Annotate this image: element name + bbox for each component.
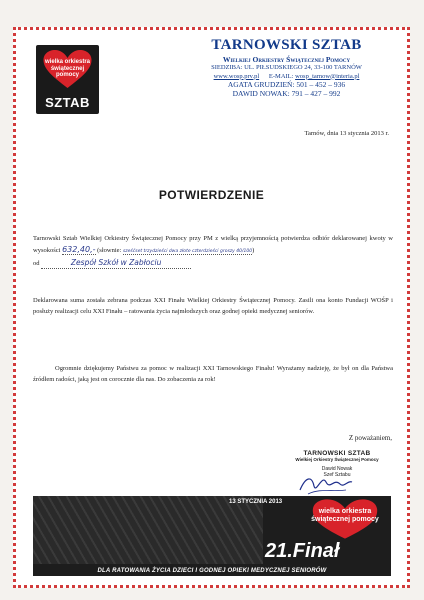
- regards-text: Z poważaniem,: [348, 434, 392, 442]
- amount-in-words: sześćset trzydzieści dwa złote czterdzieści groszy 40/100: [122, 249, 253, 254]
- final-banner: [33, 496, 391, 576]
- org-subtitle: Wielkiej Orkiestry Świątecznej Pomocy: [222, 55, 351, 64]
- signer-role: Szef Sztabu: [323, 472, 351, 478]
- banner-tagline: DLA RATOWANIA ŻYCIA DZIECI I GODNEJ OPIEKI MEDYCZNEJ SENIORÓW: [97, 568, 327, 574]
- wosp-logo: [36, 45, 99, 114]
- document-heading: POTWIERDZENIE: [158, 188, 265, 202]
- contact-agata: AGATA GRUDZIEŃ: 501 – 452 – 936: [227, 80, 346, 89]
- close-paren: ): [252, 247, 255, 254]
- document-page: [13, 27, 410, 588]
- stamp-title: TARNOWSKI SZTAB: [303, 450, 371, 457]
- org-address: SIEDZIBA: UL. PIŁSUDSKIEGO 24, 33-100 TARNÓW: [211, 64, 362, 71]
- signer-name: Dawid Nowak: [321, 466, 353, 472]
- website-link[interactable]: www.wosp.prv.pl: [213, 72, 260, 80]
- banner-heart-text: wielka orkiestra świątecznej pomocy: [311, 508, 379, 523]
- paragraph-purpose: Deklarowana suma została zebrana podczas XXI Finału Wielkiej Orkiestry Świątecznej Pomocy. Zasili ona konto Fundacji WOŚP i posłuży realizacji celu XXI Finału – ratowania życia najmłodszych oraz godnej opieki medycznej seniorów.: [33, 297, 393, 315]
- logo-label: SZTAB: [45, 95, 90, 110]
- org-title: TARNOWSKI SZTAB: [211, 37, 362, 53]
- from-value: Zespół Szkół w Zabłociu: [41, 257, 191, 269]
- confirmation-text: Tarnowski Sztab Wielkiej Orkiestry Świątecznej Pomocy przy PM z wielką przyjemnością potwierdza odbiór deklarowanej kwoty w wysokości: [33, 235, 393, 254]
- paragraph-confirmation: [33, 233, 393, 269]
- banner-final-title: 21.Finał: [265, 540, 340, 562]
- from-label: od: [33, 260, 40, 267]
- stamp-subtitle: Wielkiej Orkiestry Świątecznej Pomocy: [295, 457, 379, 462]
- amount-value: 632,40,-: [62, 245, 96, 254]
- document-date: Tarnów, dnia 13 stycznia 2013 r.: [304, 130, 389, 137]
- logo-heart-text: wielka orkiestra świątecznej pomocy: [44, 59, 91, 78]
- banner-date: 13 STYCZNIA 2013: [229, 499, 283, 505]
- email-label: E-MAIL:: [268, 72, 294, 80]
- signature-block: [282, 434, 392, 478]
- paragraph-thanks: Ogromnie dziękujemy Państwu za pomoc w realizacji XXI Tarnowskiego Finału! Wyrażamy nadzieję, że był on dla Państwa źródłem radości, jaką jest on corocznie dla nas. Do zobaczenia za rok!: [33, 365, 393, 383]
- org-header: [184, 37, 389, 98]
- in-words-label: (słownie:: [97, 247, 122, 254]
- handwritten-signature: [296, 468, 356, 498]
- email-link[interactable]: wosp_tarnow@interia.pl: [295, 72, 360, 80]
- banner-illustration: [33, 496, 263, 564]
- contact-dawid: DAWID NOWAK: 791 – 427 – 992: [232, 88, 341, 98]
